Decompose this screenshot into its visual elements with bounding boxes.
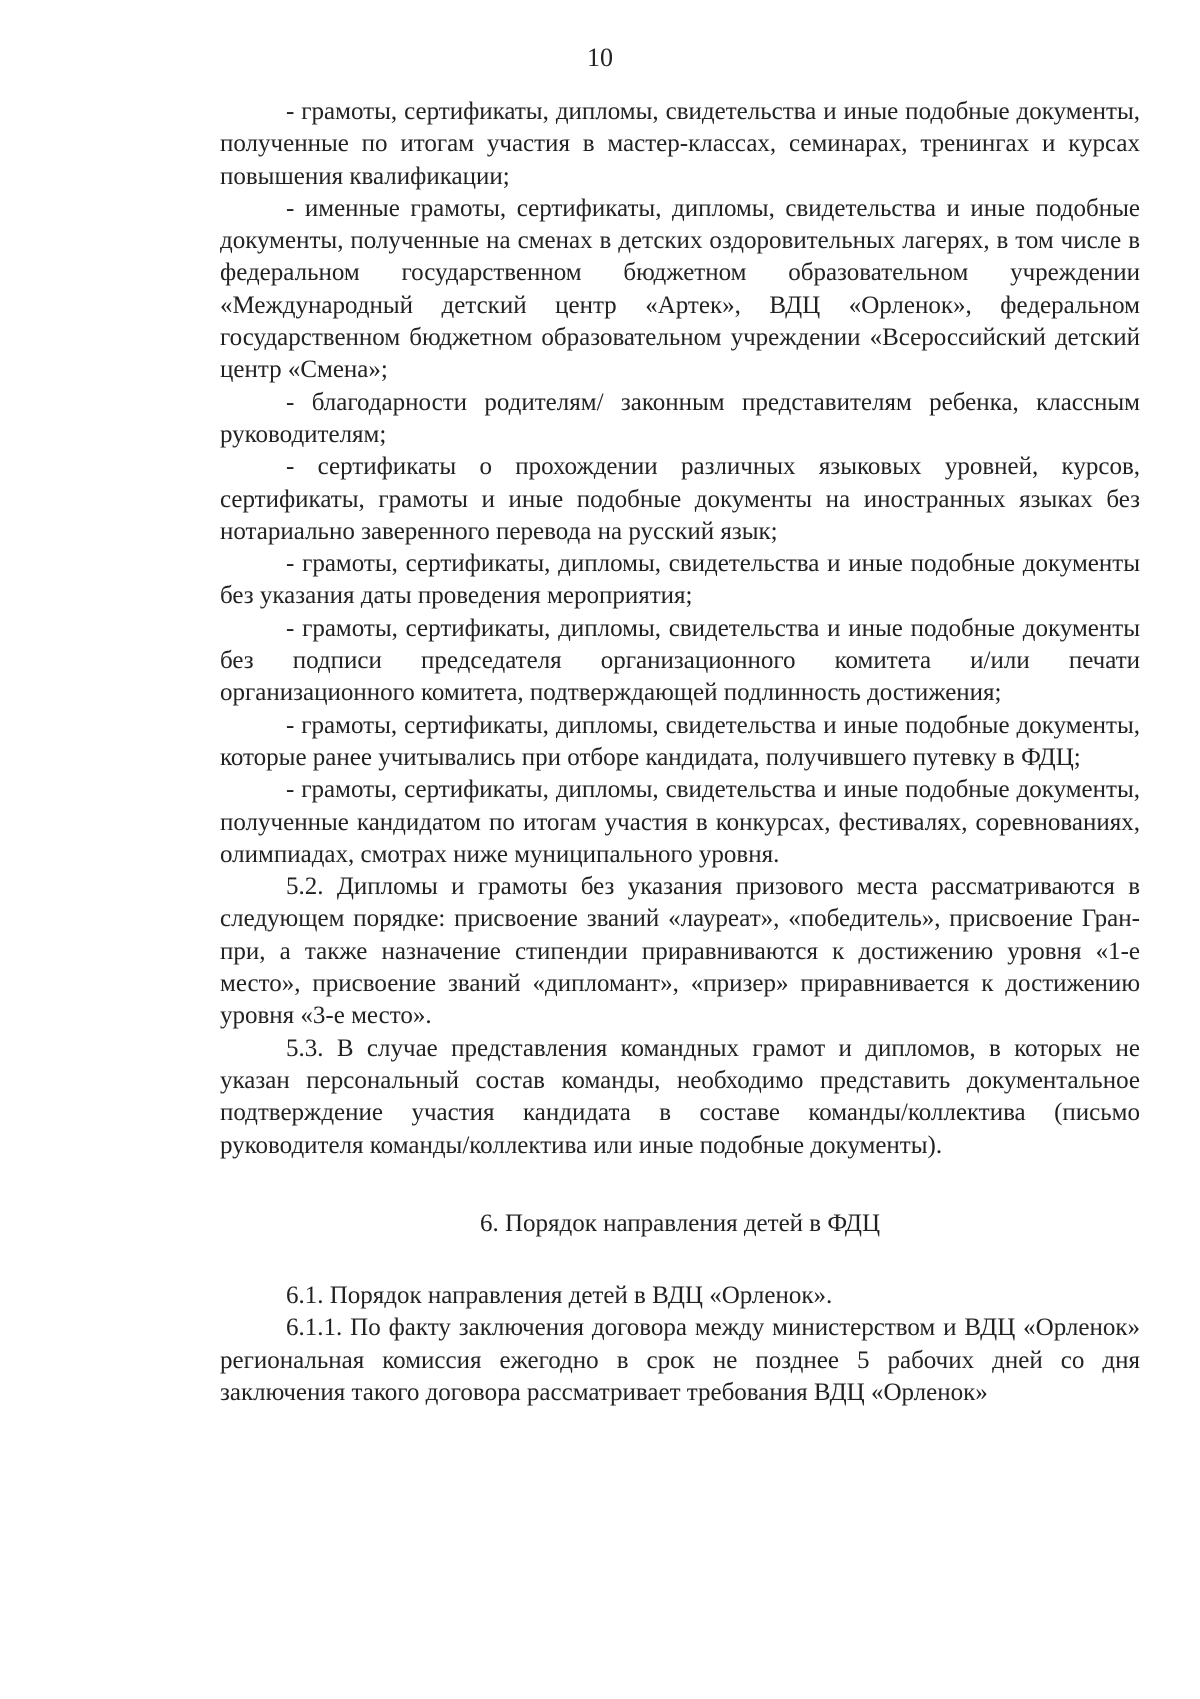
- clause-6-1-1: 6.1.1. По факту заключения договора между министерством и ВДЦ «Орленок» региональная комиссия ежегодно в срок не позднее 5 рабочих дней со дня заключения такого договора рассматривает требования ВДЦ «Орленок»: [220, 1314, 1140, 1406]
- list-item-previously-counted: - грамоты, сертификаты, дипломы, свидетельства и иные подобные документы, которые ранее учитывались при отборе кандидата, получившего путевку в ФДЦ;: [220, 711, 1140, 771]
- clause-5-3: 5.3. В случае представления командных грамот и дипломов, в которых не указан персональный состав команды, необходимо представить документальное подтверждение участия кандидата в составе команды/коллектива (письмо руководителя команды/коллектива или иные подобные документы).: [220, 1034, 1140, 1159]
- page-number: 10: [587, 43, 613, 72]
- list-item-undated-documents: - грамоты, сертификаты, дипломы, свидетельства и иные подобные документы без указания даты проведения мероприятия;: [220, 550, 1140, 610]
- list-item-language-certificates: - сертификаты о прохождении различных языковых уровней, курсов, сертификаты, грамоты и иные подобные документы на иностранных языках без нотариально заверенного перевода на русский язык;: [220, 453, 1140, 545]
- clause-5-2: 5.2. Дипломы и грамоты без указания призового места рассматриваются в следующем порядке: присвоение званий «лауреат», «победитель», присвоение Гран-при, а также назначение стипендии приравниваются к достижению уровня «1-е место», присвоение званий «дипломант», «призер» приравнивается к достижению уровня «3-е место».: [220, 873, 1140, 1030]
- section-heading: 6. Порядок направления детей в ФДЦ: [479, 1209, 881, 1237]
- list-item-gratitude-letters: - благодарности родителям/ законным представителям ребенка, классным руководителям;: [220, 388, 1140, 448]
- document-body: [220, 96, 1140, 1409]
- list-item-unsigned-documents: - грамоты, сертификаты, дипломы, свидетельства и иные подобные документы без подписи председателя организационного комитета и/или печати организационного комитета, подтверждающей подлинность достижения;: [220, 614, 1140, 707]
- list-item-camp-certificates: - именные грамоты, сертификаты, дипломы, свидетельства и иные подобные документы, полученные на сменах в детских оздоровительных лагерях, в том числе в федеральном государственном бюджетном образовательном учреждении «Международный детский центр «Артек», ВДЦ «Орленок», федеральном государственном бюджетном образовательном учреждении «Всероссийский детский центр «Смена»;: [220, 194, 1140, 384]
- clause-6-1: 6.1. Порядок направления детей в ВДЦ «Орленок».: [286, 1282, 833, 1310]
- list-item-below-municipal-level: - грамоты, сертификаты, дипломы, свидетельства и иные подобные документы, полученные кандидатом по итогам участия в конкурсах, фестивалях, соревнованиях, олимпиадах, смотрах ниже муниципального уровня.: [220, 776, 1140, 868]
- list-item-training-certificates: - грамоты, сертификаты, дипломы, свидетельства и иные подобные документы, полученные по итогам участия в мастер-классах, семинарах, тренингах и курсах повышения квалификации;: [220, 98, 1140, 190]
